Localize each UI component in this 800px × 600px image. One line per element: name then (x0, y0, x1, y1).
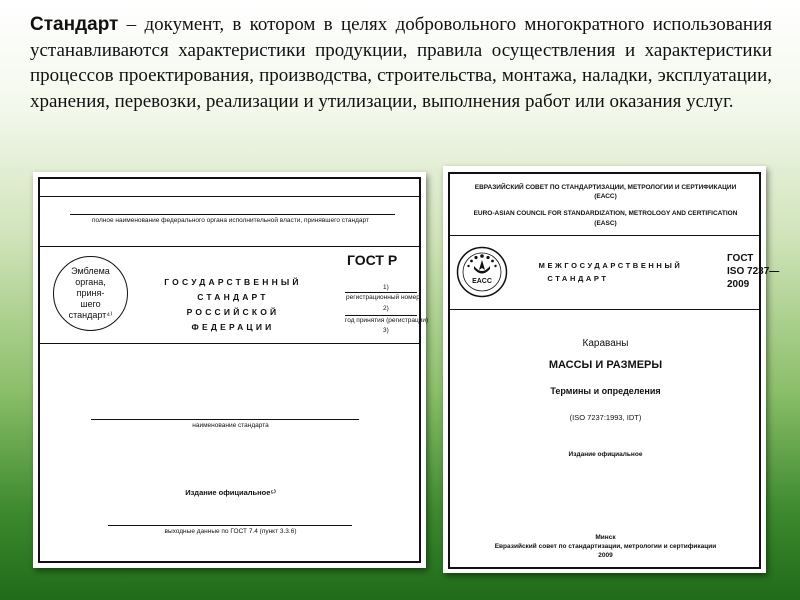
emblem-line: приня- (76, 288, 105, 298)
gost-r-code: ГОСТ Р (347, 252, 398, 268)
field-2: 2) (383, 305, 389, 312)
council-abbr-en: (EASC) (594, 220, 617, 227)
top-divider (40, 196, 421, 197)
reg-number-line (345, 292, 417, 293)
edition-label: Издание официальное⁵⁾ (185, 488, 276, 497)
gost-code-year: 2009 (727, 279, 750, 290)
emblem-line: стандарт⁴⁾ (68, 310, 113, 320)
definition-paragraph (30, 12, 772, 114)
definition-term: Стандарт (30, 14, 119, 35)
page-frame (38, 177, 421, 563)
council-abbr-ru: (ЕАСС) (594, 193, 617, 200)
emblem-placeholder (53, 256, 128, 331)
header-divider (450, 235, 761, 236)
iso-reference: (ISO 7237:1993, IDT) (569, 413, 642, 422)
gost-r-title-page (33, 172, 429, 568)
council-name-en: EURO-ASIAN COUNCIL FOR STANDARDIZATION, METROLOGY AND CERTIFICATION (473, 210, 738, 217)
publish-year: 2009 (598, 552, 613, 559)
standard-subtitle: Термины и определения (550, 386, 661, 396)
field-1: 1) (383, 284, 389, 291)
edition-label: Издание официальное (568, 451, 643, 458)
header-divider (40, 246, 421, 247)
emblem-line: шего (80, 299, 101, 309)
definition-text: – документ, в котором в целях добровольного многократного использования устанавливаются характеристики продукции, правила осуществления и характеристики процессов проектирования, производства, строительства, монтажа, наладки, эксплуатации, хранения, перевозки, реализации и утилизации, выполнения работ или оказания услуг. (30, 14, 772, 112)
adoption-caption: год принятия (регистрации) (345, 317, 429, 324)
standard-name-line (91, 419, 359, 420)
field-3: 3) (383, 327, 389, 334)
emblem-line: органа, (75, 277, 106, 287)
publish-city: Минск (595, 534, 616, 541)
authority-caption: полное наименование федерального органа исполнительной власти, принявшего стандарт (92, 217, 369, 224)
interstate-line: СТАНДАРТ (547, 274, 609, 283)
council-name-ru: ЕВРАЗИЙСКИЙ СОВЕТ ПО СТАНДАРТИЗАЦИИ, МЕТРОЛОГИИ И СЕРТИФИКАЦИИ (474, 184, 737, 191)
gost-code-iso: ISO 7237— (727, 266, 780, 277)
reg-number-caption: регистрационный номер (346, 294, 420, 301)
header-bottom-divider (450, 309, 761, 310)
gost-iso-title-page (443, 166, 780, 573)
state-standard-line: ФЕДЕРАЦИИ (191, 322, 275, 332)
publisher: Евразийский совет по стандартизации, метрологии и сертификации (494, 543, 717, 550)
standard-name-caption: наименование стандарта (192, 422, 269, 429)
emblem-line: Эмблема (71, 266, 110, 276)
header-bottom-divider (40, 343, 421, 344)
output-data-line (108, 525, 352, 526)
logo-text: EACC (472, 278, 492, 285)
gost-code: ГОСТ (727, 253, 754, 264)
eacc-logo-icon (456, 246, 508, 298)
state-standard-line: СТАНДАРТ (197, 292, 269, 302)
interstate-line: МЕЖГОСУДАРСТВЕННЫЙ (538, 261, 683, 270)
subject-label: Караваны (582, 338, 629, 349)
adoption-line (345, 315, 417, 316)
authority-line (70, 214, 395, 215)
state-standard-line: ГОСУДАРСТВЕННЫЙ (164, 277, 302, 287)
standard-title: МАССЫ И РАЗМЕРЫ (548, 359, 663, 371)
state-standard-line: РОССИЙСКОЙ (186, 307, 280, 317)
output-data-caption: выходные данные по ГОСТ 7.4 (пункт 3.3.6) (164, 528, 297, 535)
